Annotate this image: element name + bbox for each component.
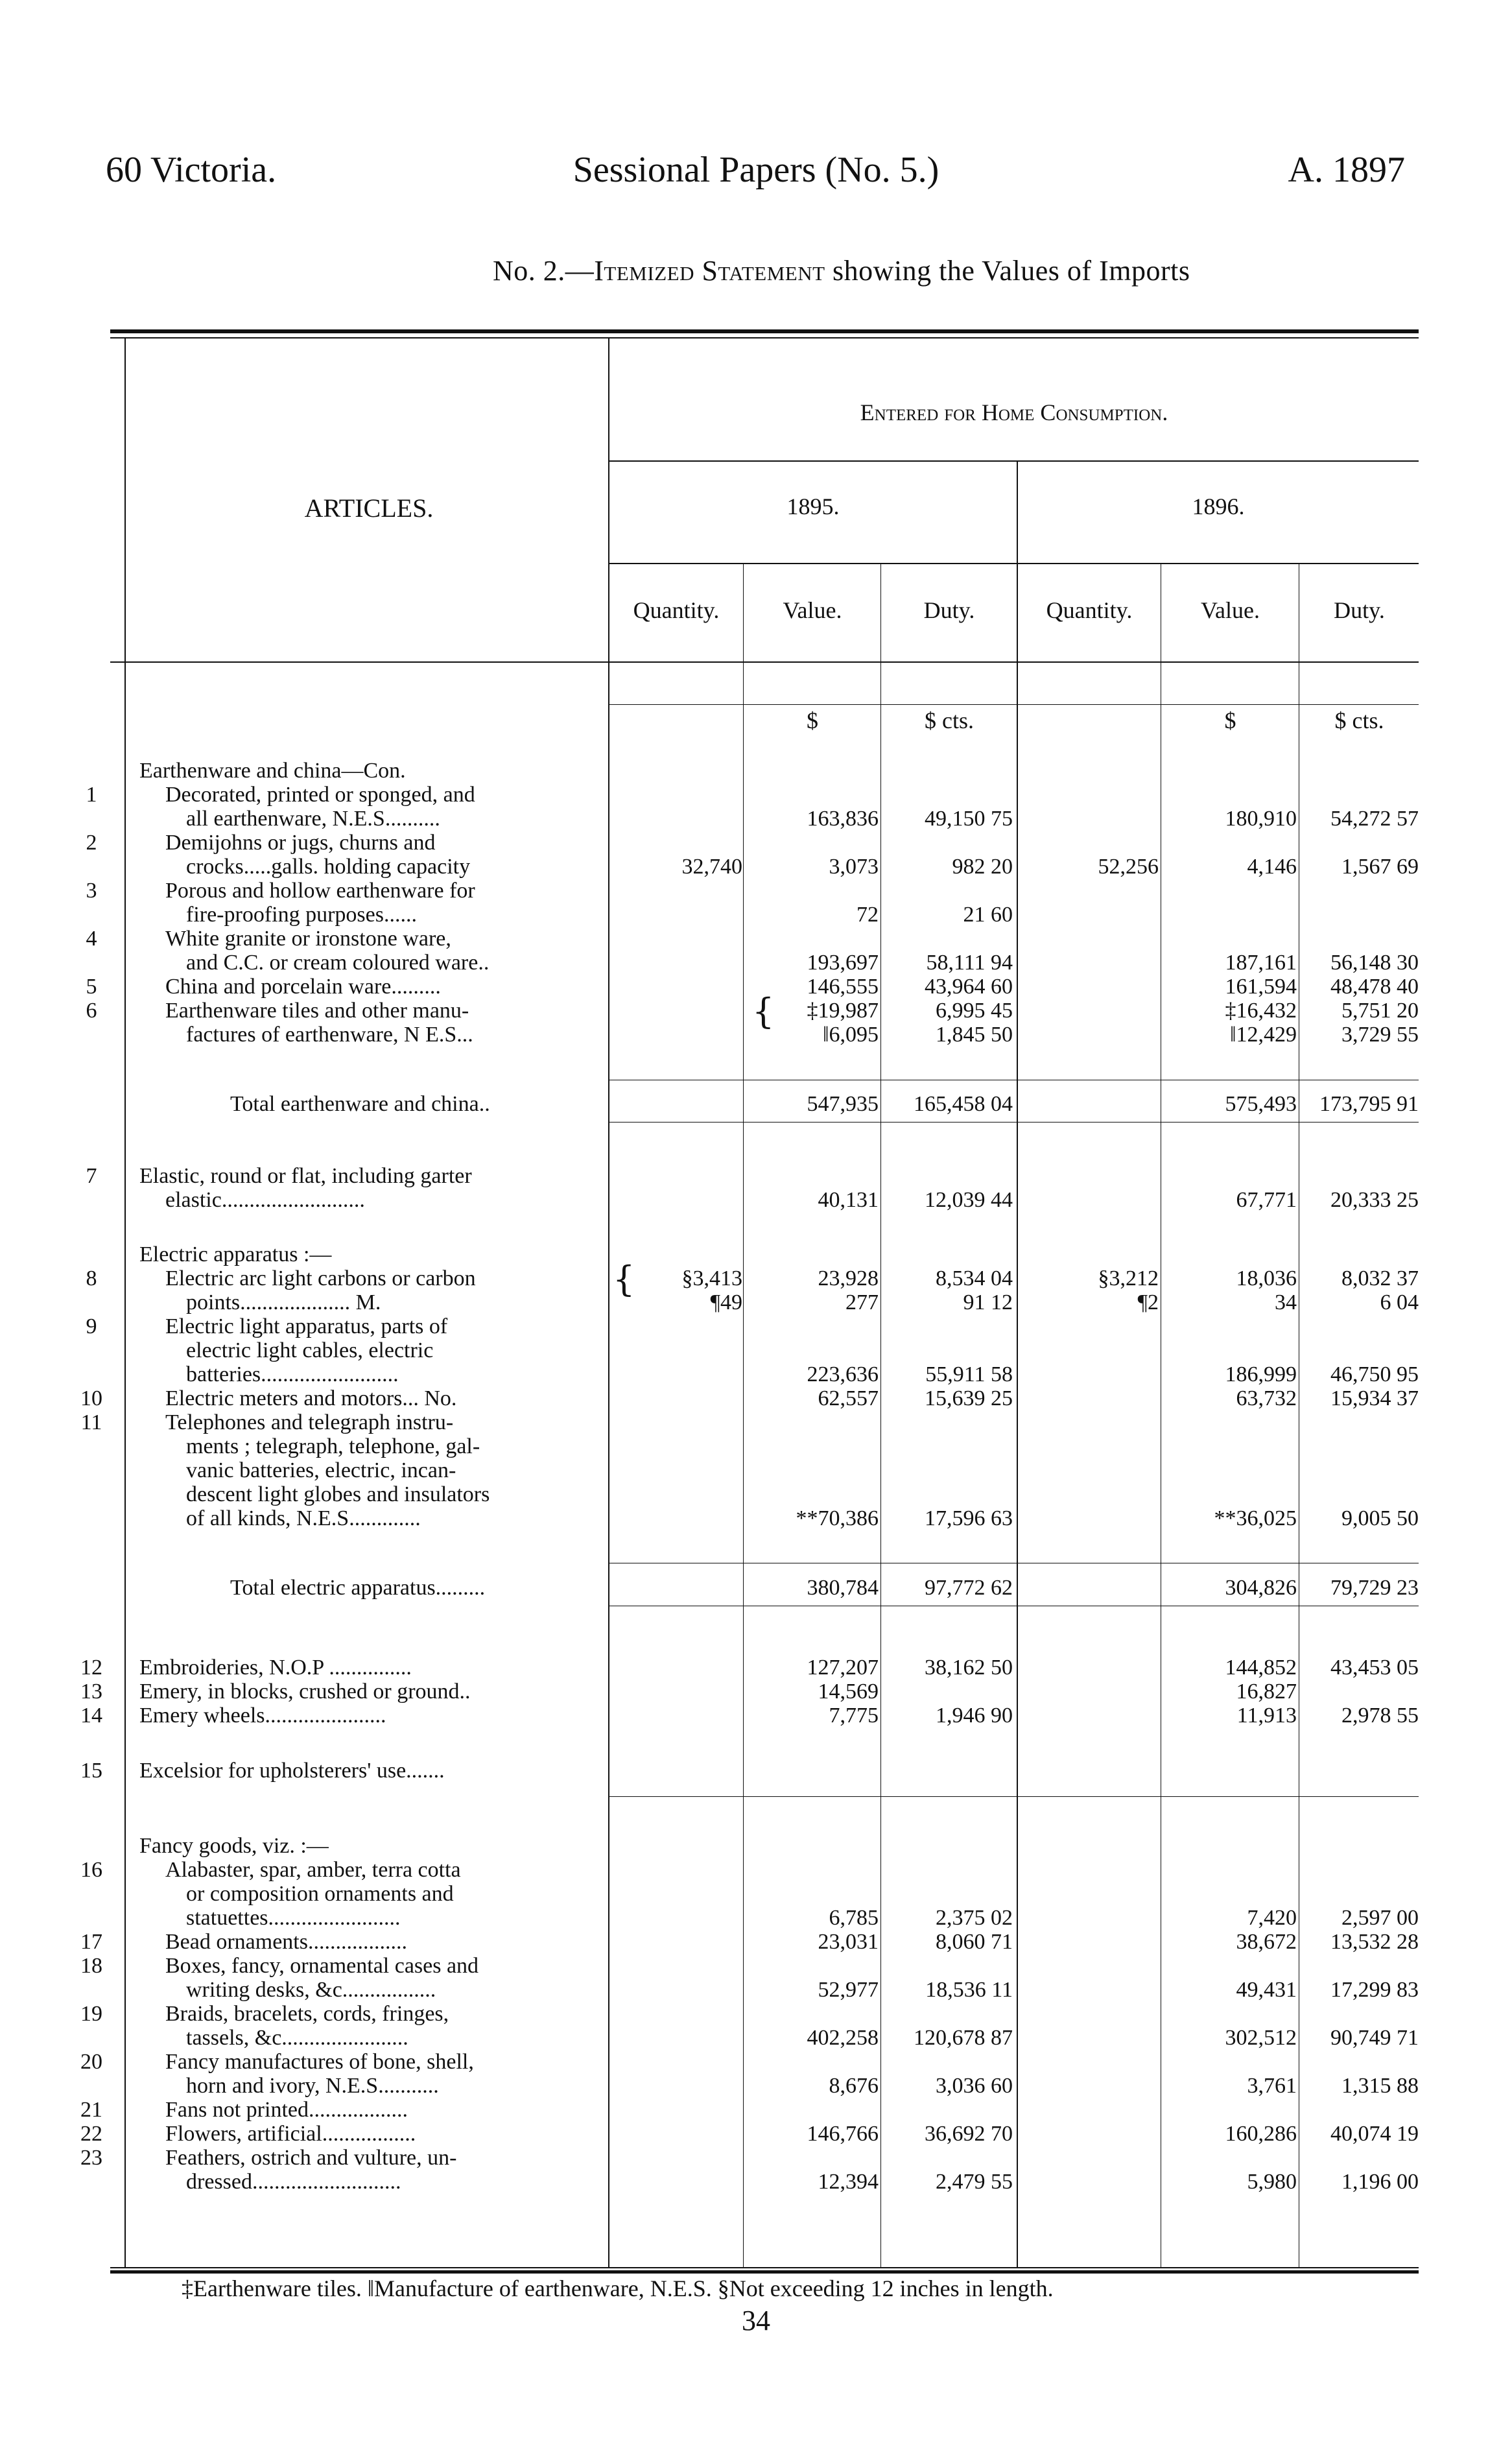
article-line: electric light cables, electric xyxy=(186,1338,434,1362)
value-1895: 40,131 xyxy=(818,1188,879,1212)
article-bone-shell xyxy=(139,2050,606,2098)
value-1895: ‖6,095 xyxy=(822,1023,879,1047)
total-value-1895: 380,784 xyxy=(807,1576,879,1600)
article-line: all earthenware, N.E.S.......... xyxy=(186,807,440,831)
duty-1896: 20,333 25 xyxy=(1330,1188,1419,1212)
article-line: vanic batteries, electric, incan- xyxy=(186,1458,456,1482)
article-artificial-flowers xyxy=(139,2122,606,2146)
article-line: or composition ornaments and xyxy=(186,1882,454,1906)
value-1896: 38,672 xyxy=(1236,1930,1297,1954)
duty-1895: 18,536 11 xyxy=(925,1978,1013,2002)
total-duty-1896: 173,795 91 xyxy=(1319,1092,1419,1116)
duty-1896: 2,978 55 xyxy=(1341,1704,1419,1728)
duty-1895: 55,911 58 xyxy=(925,1362,1013,1386)
table-top-rule-thin xyxy=(110,337,1419,339)
quantity-1895: §3,413 xyxy=(681,1266,742,1290)
value-1895: 14,569 xyxy=(818,1680,879,1704)
brace: { xyxy=(613,1259,635,1300)
title-rest: showing the Values of Imports xyxy=(825,255,1190,287)
footnotes: ‡Earthenware tiles. ‖Manufacture of earthenware, N.E.S. §Not exceeding 12 inches in length. xyxy=(182,2275,1054,2301)
duty-1895: 3,036 60 xyxy=(936,2074,1013,2098)
value-1896: 4,146 xyxy=(1247,855,1297,879)
article-line: elastic.......................... xyxy=(165,1188,365,1212)
value-1896: 161,594 xyxy=(1225,975,1297,999)
section-fancy-goods: Fancy goods, viz. :— xyxy=(139,1834,329,1858)
value-1896: 16,827 xyxy=(1236,1680,1297,1704)
total-earthenware-label: Total earthenware and china.. xyxy=(230,1092,490,1116)
duty-1896: 1,567 69 xyxy=(1341,855,1419,879)
article-emery-wheels: Emery wheels...................... xyxy=(139,1704,386,1728)
duty-1895: 6,995 45 xyxy=(936,999,1013,1023)
article-arc-light-carbons xyxy=(139,1266,606,1314)
quantity-1895: 32,740 xyxy=(681,855,742,879)
duty-1895: 15,639 25 xyxy=(925,1386,1013,1410)
article-white-granite xyxy=(139,927,606,975)
article-line: Electric meters and motors... No. xyxy=(165,1386,457,1410)
section-earthenware: Earthenware and china—Con. xyxy=(139,759,406,783)
duty-1896: 40,074 19 xyxy=(1330,2122,1419,2146)
duty-1896: 15,934 37 xyxy=(1330,1386,1419,1410)
duty-1896: 9,005 50 xyxy=(1341,1506,1419,1530)
duty-1895: 36,692 70 xyxy=(925,2122,1013,2146)
duty-1895: 49,150 75 xyxy=(925,807,1013,831)
row-number: 9 xyxy=(86,1314,97,1338)
value-1895: 72 xyxy=(856,903,879,927)
table-top-rule xyxy=(110,329,1419,333)
article-line: White granite or ironstone ware, xyxy=(165,927,451,951)
table-bottom-rule-thin xyxy=(110,2267,1419,2268)
row-number: 17 xyxy=(80,1930,102,1954)
article-line: Decorated, printed or sponged, and xyxy=(165,783,475,807)
row-number: 22 xyxy=(80,2122,102,2146)
article-bead-ornaments xyxy=(139,1930,606,1954)
article-porous-earthenware xyxy=(139,879,606,927)
article-line: China and porcelain ware......... xyxy=(165,975,441,999)
row-number: 19 xyxy=(80,2002,102,2026)
row-number: 4 xyxy=(86,927,97,951)
value-1895: 12,394 xyxy=(818,2170,879,2194)
duty-1896: 2,597 00 xyxy=(1341,1906,1419,1930)
duty-1896: 17,299 83 xyxy=(1330,1978,1419,2002)
value-1895: 402,258 xyxy=(807,2026,879,2050)
duty-1895: 21 60 xyxy=(963,903,1013,927)
duty-1896: 6 04 xyxy=(1380,1290,1419,1314)
duty-1896: 46,750 95 xyxy=(1330,1362,1419,1386)
row-number: 16 xyxy=(80,1858,102,1882)
article-line: dressed........................... xyxy=(186,2170,401,2194)
value-1895: **70,386 xyxy=(796,1506,879,1530)
value-1896: ‖12,429 xyxy=(1229,1023,1297,1047)
table-bottom-rule xyxy=(110,2270,1419,2274)
year-header-rule xyxy=(609,563,1419,564)
duty-1896: 8,032 37 xyxy=(1341,1266,1419,1290)
duty-1895: 17,596 63 xyxy=(925,1506,1013,1530)
value-1895: 127,207 xyxy=(807,1656,879,1680)
duty-1895: 12,039 44 xyxy=(925,1188,1013,1212)
article-line: horn and ivory, N.E.S........... xyxy=(186,2074,439,2098)
article-line: Fans not printed.................. xyxy=(165,2098,408,2122)
article-fans xyxy=(139,2098,606,2122)
value-1896: 63,732 xyxy=(1236,1386,1297,1410)
value-1895: 146,766 xyxy=(807,2122,879,2146)
article-line: Elastic, round or flat, including garter xyxy=(139,1164,472,1188)
article-line: and C.C. or cream coloured ware.. xyxy=(186,951,490,975)
value-1895: 7,775 xyxy=(829,1704,879,1728)
article-line: Braids, bracelets, cords, fringes, xyxy=(165,2002,449,2026)
row-number: 11 xyxy=(80,1410,102,1434)
section-electric: Electric apparatus :— xyxy=(139,1242,332,1266)
page-number: 34 xyxy=(742,2305,770,2336)
unit-duty-1895: $ cts. xyxy=(925,707,974,733)
col-quantity-1895: Quantity. xyxy=(633,597,720,623)
value-1895: 52,977 xyxy=(818,1978,879,2002)
row-number: 23 xyxy=(80,2146,102,2170)
value-1895: 6,785 xyxy=(829,1906,879,1930)
value-1895: 193,697 xyxy=(807,951,879,975)
duty-1895: 1,946 90 xyxy=(936,1704,1013,1728)
article-line: factures of earthenware, N E.S... xyxy=(186,1023,473,1047)
article-line: fire-proofing purposes...... xyxy=(186,903,417,927)
article-fancy-boxes xyxy=(139,1954,606,2002)
value-1895: ‡19,987 xyxy=(807,999,879,1023)
row-number: 21 xyxy=(80,2098,102,2122)
article-line: crocks.....galls. holding capacity xyxy=(186,855,471,879)
duty-1895: 2,375 02 xyxy=(936,1906,1013,1930)
total-electric-label: Total electric apparatus......... xyxy=(230,1576,486,1600)
header-papers: Sessional Papers (No. 5.) xyxy=(573,150,939,190)
header-session: 60 Victoria. xyxy=(106,150,277,190)
row-number: 7 xyxy=(86,1164,97,1188)
year-divider xyxy=(1017,460,1018,2267)
duty-1895: 38,162 50 xyxy=(925,1656,1013,1680)
statement-title xyxy=(493,254,1190,287)
duty-1895: 58,111 94 xyxy=(926,951,1013,975)
article-line: tassels, &c....................... xyxy=(186,2026,408,2050)
article-line: Electric arc light carbons or carbon xyxy=(165,1266,476,1290)
row-number: 3 xyxy=(86,879,97,903)
title-prefix: No. 2.— xyxy=(493,255,595,287)
group-header: Entered for Home Consumption. xyxy=(860,399,1168,425)
header-bottom-rule xyxy=(110,661,1419,663)
duty-1895: 8,060 71 xyxy=(936,1930,1013,1954)
article-line: Alabaster, spar, amber, terra cotta xyxy=(165,1858,461,1882)
brace: { xyxy=(752,991,775,1032)
article-line: descent light globes and insulators xyxy=(186,1482,490,1506)
value-1896: 49,431 xyxy=(1236,1978,1297,2002)
row-number: 10 xyxy=(80,1386,102,1410)
row-number: 2 xyxy=(86,831,97,855)
value-1895: 3,073 xyxy=(829,855,879,879)
col-quantity-1896: Quantity. xyxy=(1046,597,1133,623)
duty-1895: 8,534 04 xyxy=(936,1266,1013,1290)
duty-1896: 43,453 05 xyxy=(1330,1656,1419,1680)
duty-1895: 43,964 60 xyxy=(925,975,1013,999)
article-excelsior: Excelsior for upholsterers' use....... xyxy=(139,1759,445,1783)
value-1896: 302,512 xyxy=(1225,2026,1297,2050)
col-duty-1895: Duty. xyxy=(923,597,975,623)
duty-1896: 5,751 20 xyxy=(1341,999,1419,1023)
duty-1895: 982 20 xyxy=(952,855,1013,879)
section-rule xyxy=(609,1796,1419,1797)
article-alabaster xyxy=(139,1858,606,1930)
article-braids xyxy=(139,2002,606,2050)
quantity-1895: ¶49 xyxy=(710,1290,742,1314)
units-rule xyxy=(609,704,1419,705)
col-value-1895: Value. xyxy=(783,597,842,623)
article-feathers xyxy=(139,2146,606,2194)
duty-1896: 54,272 57 xyxy=(1330,807,1419,831)
article-line: writing desks, &c................. xyxy=(186,1978,436,2002)
total-duty-1895: 165,458 04 xyxy=(914,1092,1013,1116)
total-value-1896: 304,826 xyxy=(1225,1576,1297,1600)
article-line: Bead ornaments.................. xyxy=(165,1930,407,1954)
article-line: statuettes........................ xyxy=(186,1906,401,1930)
row-number: 1 xyxy=(86,783,97,807)
value-1896: 3,761 xyxy=(1247,2074,1297,2098)
duty-1896: 3,729 55 xyxy=(1341,1023,1419,1047)
article-demijohns xyxy=(139,831,606,879)
article-electric-meters xyxy=(139,1386,606,1410)
duty-1895: 91 12 xyxy=(963,1290,1013,1314)
value-1896: 11,913 xyxy=(1236,1704,1297,1728)
total-rule xyxy=(609,1122,1419,1123)
article-emery-blocks: Emery, in blocks, crushed or ground.. xyxy=(139,1680,471,1704)
value-1896: 144,852 xyxy=(1225,1656,1297,1680)
article-line: of all kinds, N.E.S............. xyxy=(186,1506,421,1530)
value-1895: 146,555 xyxy=(807,975,879,999)
article-line: Porous and hollow earthenware for xyxy=(165,879,475,903)
col-duty-1896: Duty. xyxy=(1334,597,1385,623)
article-line: Feathers, ostrich and vulture, un- xyxy=(165,2146,457,2170)
article-electric-light-apparatus xyxy=(139,1314,606,1386)
value-1895: 277 xyxy=(845,1290,879,1314)
row-number: 15 xyxy=(80,1759,102,1783)
col-divider-2 xyxy=(880,563,881,2267)
article-line: Demijohns or jugs, churns and xyxy=(165,831,436,855)
row-number: 18 xyxy=(80,1954,102,1978)
value-1895: 62,557 xyxy=(818,1386,879,1410)
year-1896: 1896. xyxy=(1192,493,1245,519)
article-telephones xyxy=(139,1410,606,1530)
value-1896: 7,420 xyxy=(1247,1906,1297,1930)
duty-1896: 56,148 30 xyxy=(1330,951,1419,975)
col-value-1896: Value. xyxy=(1201,597,1260,623)
total-value-1896: 575,493 xyxy=(1225,1092,1297,1116)
value-1895: 23,031 xyxy=(818,1930,879,1954)
duty-1896: 13,532 28 xyxy=(1330,1930,1419,1954)
value-1896: **36,025 xyxy=(1214,1506,1297,1530)
total-duty-1896: 79,729 23 xyxy=(1330,1576,1419,1600)
article-china-porcelain xyxy=(139,975,606,999)
value-1895: 223,636 xyxy=(807,1362,879,1386)
value-1896: ‡16,432 xyxy=(1225,999,1297,1023)
article-line: Flowers, artificial................. xyxy=(165,2122,416,2146)
value-1896: 180,910 xyxy=(1225,807,1297,831)
row-number: 12 xyxy=(80,1656,102,1680)
row-number: 5 xyxy=(86,975,97,999)
article-line: ments ; telegraph, telephone, gal- xyxy=(186,1434,480,1458)
title-caps: Itemized Statement xyxy=(594,255,825,287)
article-embroideries: Embroideries, N.O.P ............... xyxy=(139,1656,412,1680)
article-line: Earthenware tiles and other manu- xyxy=(165,999,469,1023)
value-1896: 67,771 xyxy=(1236,1188,1297,1212)
article-earthenware-tiles xyxy=(139,999,606,1047)
total-duty-1895: 97,772 62 xyxy=(925,1576,1013,1600)
row-number: 13 xyxy=(80,1680,102,1704)
article-line: points.................... M. xyxy=(186,1290,381,1314)
header-year: A. 1897 xyxy=(1288,150,1405,190)
group-header-rule xyxy=(609,460,1419,462)
article-line: Electric light apparatus, parts of xyxy=(165,1314,448,1338)
col-divider-1 xyxy=(743,563,744,2267)
row-number: 6 xyxy=(86,999,97,1023)
row-number: 14 xyxy=(80,1704,102,1728)
value-1896: 187,161 xyxy=(1225,951,1297,975)
duty-1895: 2,479 55 xyxy=(936,2170,1013,2194)
quantity-1896: §3,212 xyxy=(1098,1266,1159,1290)
total-value-1895: 547,935 xyxy=(807,1092,879,1116)
rownum-divider xyxy=(124,337,126,2267)
duty-1895: 1,845 50 xyxy=(936,1023,1013,1047)
duty-1896: 90,749 71 xyxy=(1330,2026,1419,2050)
duty-1896: 1,315 88 xyxy=(1341,2074,1419,2098)
value-1896: 5,980 xyxy=(1247,2170,1297,2194)
articles-header: ARTICLES. xyxy=(304,493,434,523)
row-number: 20 xyxy=(80,2050,102,2074)
unit-duty-1896: $ cts. xyxy=(1334,707,1384,733)
value-1896: 18,036 xyxy=(1236,1266,1297,1290)
article-line: Fancy manufactures of bone, shell, xyxy=(165,2050,474,2074)
article-elastic xyxy=(139,1164,606,1212)
value-1896: 186,999 xyxy=(1225,1362,1297,1386)
article-line: Boxes, fancy, ornamental cases and xyxy=(165,1954,479,1978)
duty-1896: 48,478 40 xyxy=(1330,975,1419,999)
quantity-1896: ¶2 xyxy=(1137,1290,1159,1314)
value-1896: 160,286 xyxy=(1225,2122,1297,2146)
unit-value-1896: $ xyxy=(1224,707,1236,733)
article-decorated-earthenware xyxy=(139,783,606,831)
row-number: 8 xyxy=(86,1266,97,1290)
duty-1895: 120,678 87 xyxy=(914,2026,1013,2050)
article-line: batteries......................... xyxy=(186,1362,399,1386)
article-line: Telephones and telegraph instru- xyxy=(165,1410,454,1434)
value-1895: 8,676 xyxy=(829,2074,879,2098)
unit-value-1895: $ xyxy=(807,707,818,733)
value-1895: 163,836 xyxy=(807,807,879,831)
year-1895: 1895. xyxy=(786,493,840,519)
value-1896: 34 xyxy=(1275,1290,1297,1314)
value-1895: 23,928 xyxy=(818,1266,879,1290)
quantity-1896: 52,256 xyxy=(1098,855,1159,879)
duty-1896: 1,196 00 xyxy=(1341,2170,1419,2194)
